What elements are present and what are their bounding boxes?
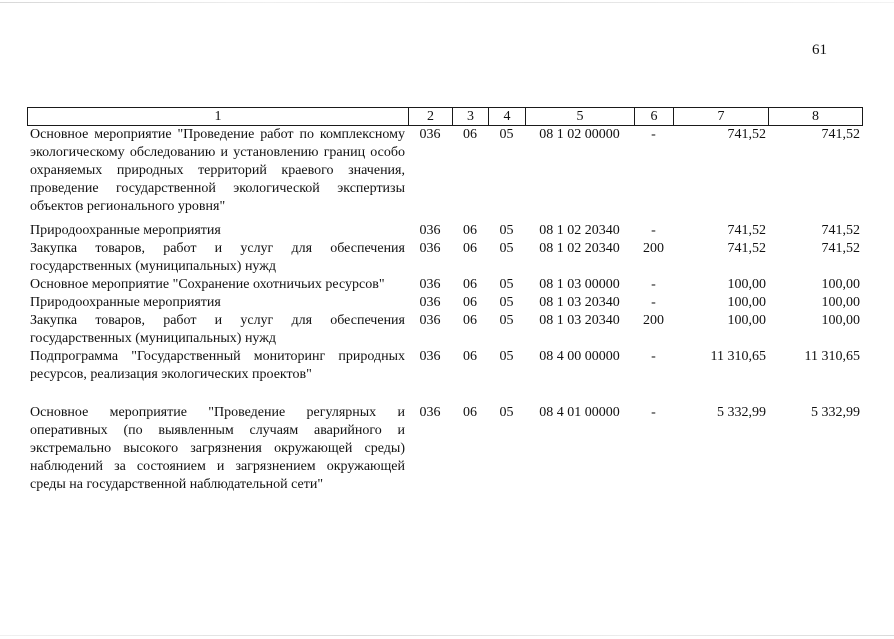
row-col-3: 06 — [463, 241, 477, 256]
row-col-5: 08 1 03 00000 — [539, 277, 620, 292]
row-col-8: 5 332,99 — [811, 405, 860, 420]
row-col-6: - — [651, 349, 656, 364]
row-col-5: 08 4 01 00000 — [539, 405, 620, 420]
row-name: Основное мероприятие "Проведение работ по комплексному экологическому обследованию и установлению границ особо охраняемых природных территорий краевого значения, проведение государственной экологической экспертизы объектов регионального уровня" — [30, 127, 405, 214]
row-col-5: 08 1 03 20340 — [539, 295, 620, 310]
row-col-7: 100,00 — [727, 313, 766, 328]
row-col-4: 05 — [499, 295, 514, 310]
row-col-7: 11 310,65 — [710, 349, 766, 364]
row-col-7: 741,52 — [727, 223, 766, 238]
row-col-3: 06 — [463, 127, 477, 142]
header-col-6: 6 — [635, 108, 674, 126]
row-col-8: 741,52 — [821, 223, 860, 238]
row-col-4: 05 — [499, 241, 514, 256]
row-col-2: 036 — [419, 349, 441, 364]
row-col-4: 05 — [499, 405, 514, 420]
row-col-5: 08 4 00 00000 — [539, 349, 620, 364]
row-col-3: 06 — [463, 405, 477, 420]
row-col-3: 06 — [463, 277, 477, 292]
row-name: Закупка товаров, работ и услуг для обеспечения государственных (муниципальных) нужд — [30, 241, 405, 274]
row-col-5: 08 1 02 00000 — [539, 127, 620, 142]
table-row — [27, 222, 862, 240]
row-col-3: 06 — [463, 349, 477, 364]
row-col-3: 06 — [463, 313, 477, 328]
row-col-8: 741,52 — [821, 241, 860, 256]
row-col-6: - — [651, 277, 656, 292]
row-col-4: 05 — [499, 223, 514, 238]
row-col-2: 036 — [419, 405, 441, 420]
row-col-4: 05 — [499, 277, 514, 292]
header-col-4: 4 — [489, 108, 526, 126]
row-col-8: 11 310,65 — [804, 349, 860, 364]
row-spacer — [27, 384, 862, 404]
column-number-header — [27, 107, 863, 126]
row-col-5: 08 1 03 20340 — [539, 313, 620, 328]
row-col-6: 200 — [643, 313, 664, 328]
row-col-5: 08 1 02 20340 — [539, 223, 620, 238]
row-col-3: 06 — [463, 295, 477, 310]
table-row — [27, 348, 862, 384]
row-name: Основное мероприятие "Сохранение охотничьих ресурсов" — [30, 277, 385, 292]
row-col-7: 5 332,99 — [717, 405, 766, 420]
row-col-7: 741,52 — [727, 127, 766, 142]
page-number: 61 — [812, 42, 827, 58]
header-col-2: 2 — [409, 108, 453, 126]
row-col-2: 036 — [419, 313, 441, 328]
row-col-8: 741,52 — [821, 127, 860, 142]
row-col-6: - — [651, 405, 656, 420]
table-row — [27, 294, 862, 312]
row-col-6: 200 — [643, 241, 664, 256]
header-col-8: 8 — [769, 108, 863, 126]
header-col-5: 5 — [526, 108, 635, 126]
row-col-2: 036 — [419, 127, 441, 142]
row-col-6: - — [651, 127, 656, 142]
row-col-2: 036 — [419, 277, 441, 292]
row-name: Подпрограмма "Государственный мониторинг природных ресурсов, реализация экологических проектов" — [30, 349, 405, 382]
table-row — [27, 126, 862, 216]
header-col-7: 7 — [674, 108, 769, 126]
row-col-4: 05 — [499, 127, 514, 142]
row-col-6: - — [651, 223, 656, 238]
row-col-7: 100,00 — [727, 277, 766, 292]
row-name: Закупка товаров, работ и услуг для обеспечения государственных (муниципальных) нужд — [30, 313, 405, 346]
header-col-3: 3 — [453, 108, 489, 126]
row-col-2: 036 — [419, 295, 441, 310]
row-col-8: 100,00 — [821, 295, 860, 310]
row-col-2: 036 — [419, 223, 441, 238]
row-col-4: 05 — [499, 313, 514, 328]
row-name: Природоохранные мероприятия — [30, 223, 221, 238]
row-col-8: 100,00 — [821, 313, 860, 328]
row-col-8: 100,00 — [821, 277, 860, 292]
header-row — [28, 108, 863, 126]
table-row — [27, 276, 862, 294]
row-name: Природоохранные мероприятия — [30, 295, 221, 310]
row-col-2: 036 — [419, 241, 441, 256]
row-col-7: 100,00 — [727, 295, 766, 310]
row-col-6: - — [651, 295, 656, 310]
row-col-4: 05 — [499, 349, 514, 364]
scan-edge-top — [0, 2, 894, 3]
table-row — [27, 404, 862, 494]
scan-edge-bottom — [0, 635, 894, 636]
row-col-3: 06 — [463, 223, 477, 238]
row-col-7: 741,52 — [727, 241, 766, 256]
table-row — [27, 240, 862, 276]
table-row — [27, 312, 862, 348]
budget-table — [27, 126, 862, 494]
header-col-1: 1 — [28, 108, 409, 126]
row-name: Основное мероприятие "Проведение регулярных и оперативных (по выявленным случаям аварийного и экстремально высокого загрязнения окружающей среды) наблюдений за состоянием и загрязнением окружающей среды на государственной наблюдательной сети" — [30, 405, 405, 492]
row-col-5: 08 1 02 20340 — [539, 241, 620, 256]
